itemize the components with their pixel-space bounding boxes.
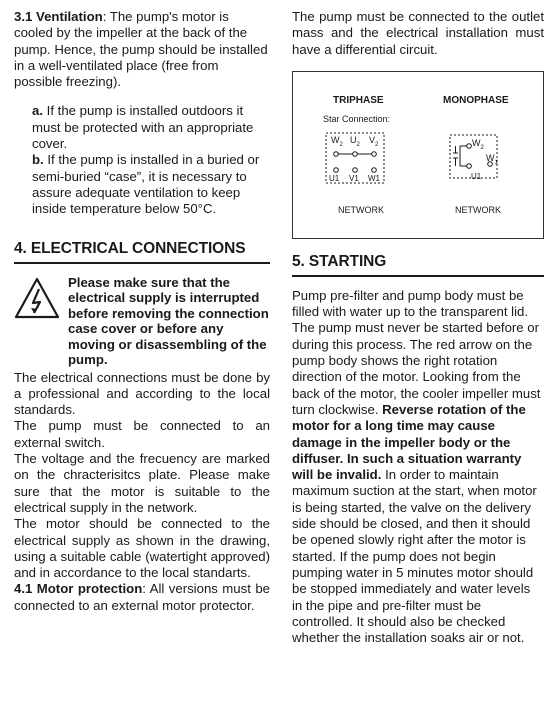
starting-paragraph [292, 288, 544, 647]
subitem-a-text: If the pump is installed outdoors it must be protected with an appropriate cover. [32, 103, 254, 152]
starting-text-2: In order to maintain maximum suction at the start, when motor is being started, the valve on the delivery side should be closed, and then it should be opened slowly right after the motor is started. If the pump does not begin pumping water in 5 minutes motor should be stopped immediately and water levels in the pipe and pre-filter must be controlled. It should also be checked whether the installation soaks air or not. [292, 467, 537, 646]
electrical-para-1: The electrical connections must be done by a professional and according to the local standards. [14, 369, 270, 418]
terminal-u2-label: $U_2$ [350, 134, 360, 148]
subitem-a [32, 103, 270, 152]
outlet-mass-paragraph: The pump must be connected to the outlet mass and the electrical installation must have a differential circuit. [292, 9, 544, 57]
terminal-w2-label: $W_2$ [331, 134, 343, 148]
electrical-para-2: The pump must be connected to an external switch. [14, 418, 270, 450]
ventilation-title: 3.1 Ventilation [14, 9, 103, 24]
ventilation-text: : The pump's motor is cooled by the impeller at the back of the pump. Hence, the pump should be installed in a well-ventilated place (free from possible freezing). [14, 9, 268, 90]
motor-protection-paragraph [14, 581, 270, 614]
subitem-b-text: If the pump is installed in a buried or semi-buried “case”, it is necessary to assure adequate ventilation to keep inside temperature below 50°C. [32, 152, 260, 217]
mono-w1-label: $W_1$ [486, 152, 498, 166]
warning-text: Please make sure that the electrical supply is interrupted before removing the connection case cover or before any moving or disassembling of the pump. [68, 274, 269, 368]
triphase-label: TRIPHASE [333, 94, 384, 106]
warning-block [14, 275, 270, 368]
ventilation-paragraph [14, 9, 270, 90]
starting-text-1: Pump pre-filter and pump body must be filled with water up to the transparent lid. The pump must never be started before or during this process. The red arrow on the pump body shows the right rotation direction of the motor. Looking from the back of the motor, the cooler impeller must turn clockwise. [292, 287, 541, 417]
left-column [14, 9, 270, 614]
terminal-v1-label: V1 [349, 173, 359, 183]
terminal-w1-label: W1 [368, 173, 380, 183]
electrical-para-4: The motor should be connected to the electrical supply as shown in the drawing, using a suitable cable (watertight approved) and in accordance to the local standarts. [14, 516, 270, 581]
network-right-label: NETWORK [455, 204, 501, 215]
subitem-a-label: a. [32, 103, 43, 119]
section-4-heading: 4. ELECTRICAL CONNECTIONS [14, 240, 270, 264]
electrical-para-3: The voltage and the frecuency are marked on the chracterisitcs plate. Please make sure that the motor is suitable to the electrical supply in the network. [14, 451, 270, 515]
subitem-b [32, 152, 270, 217]
mono-w2-label: $W_2$ [472, 137, 484, 151]
warning-electric-icon [14, 275, 68, 368]
motor-protection-title: 4.1 Motor protection [14, 581, 143, 597]
network-left-label: NETWORK [338, 204, 384, 215]
star-connection-label: Star Connection: [323, 113, 391, 124]
terminal-u1-label: U1 [329, 173, 340, 183]
wiring-diagram [292, 71, 544, 239]
mono-u1-label: U1 [471, 171, 482, 181]
starting-warning-bold: Reverse rotation of the motor for a long time may cause damage in the impeller body or the diffuser. In such a situation warranty will be invalid. [292, 401, 526, 483]
ventilation-subitems [32, 103, 270, 217]
subitem-b-label: b. [32, 152, 44, 168]
section-5-heading: 5. STARTING [292, 253, 544, 277]
terminal-v2-label: $V_2$ [369, 134, 379, 148]
monophase-label: MONOPHASE [443, 94, 509, 106]
right-column [292, 9, 544, 646]
motor-protection-text: : All versions must be connected to an external motor protector. [14, 581, 270, 613]
